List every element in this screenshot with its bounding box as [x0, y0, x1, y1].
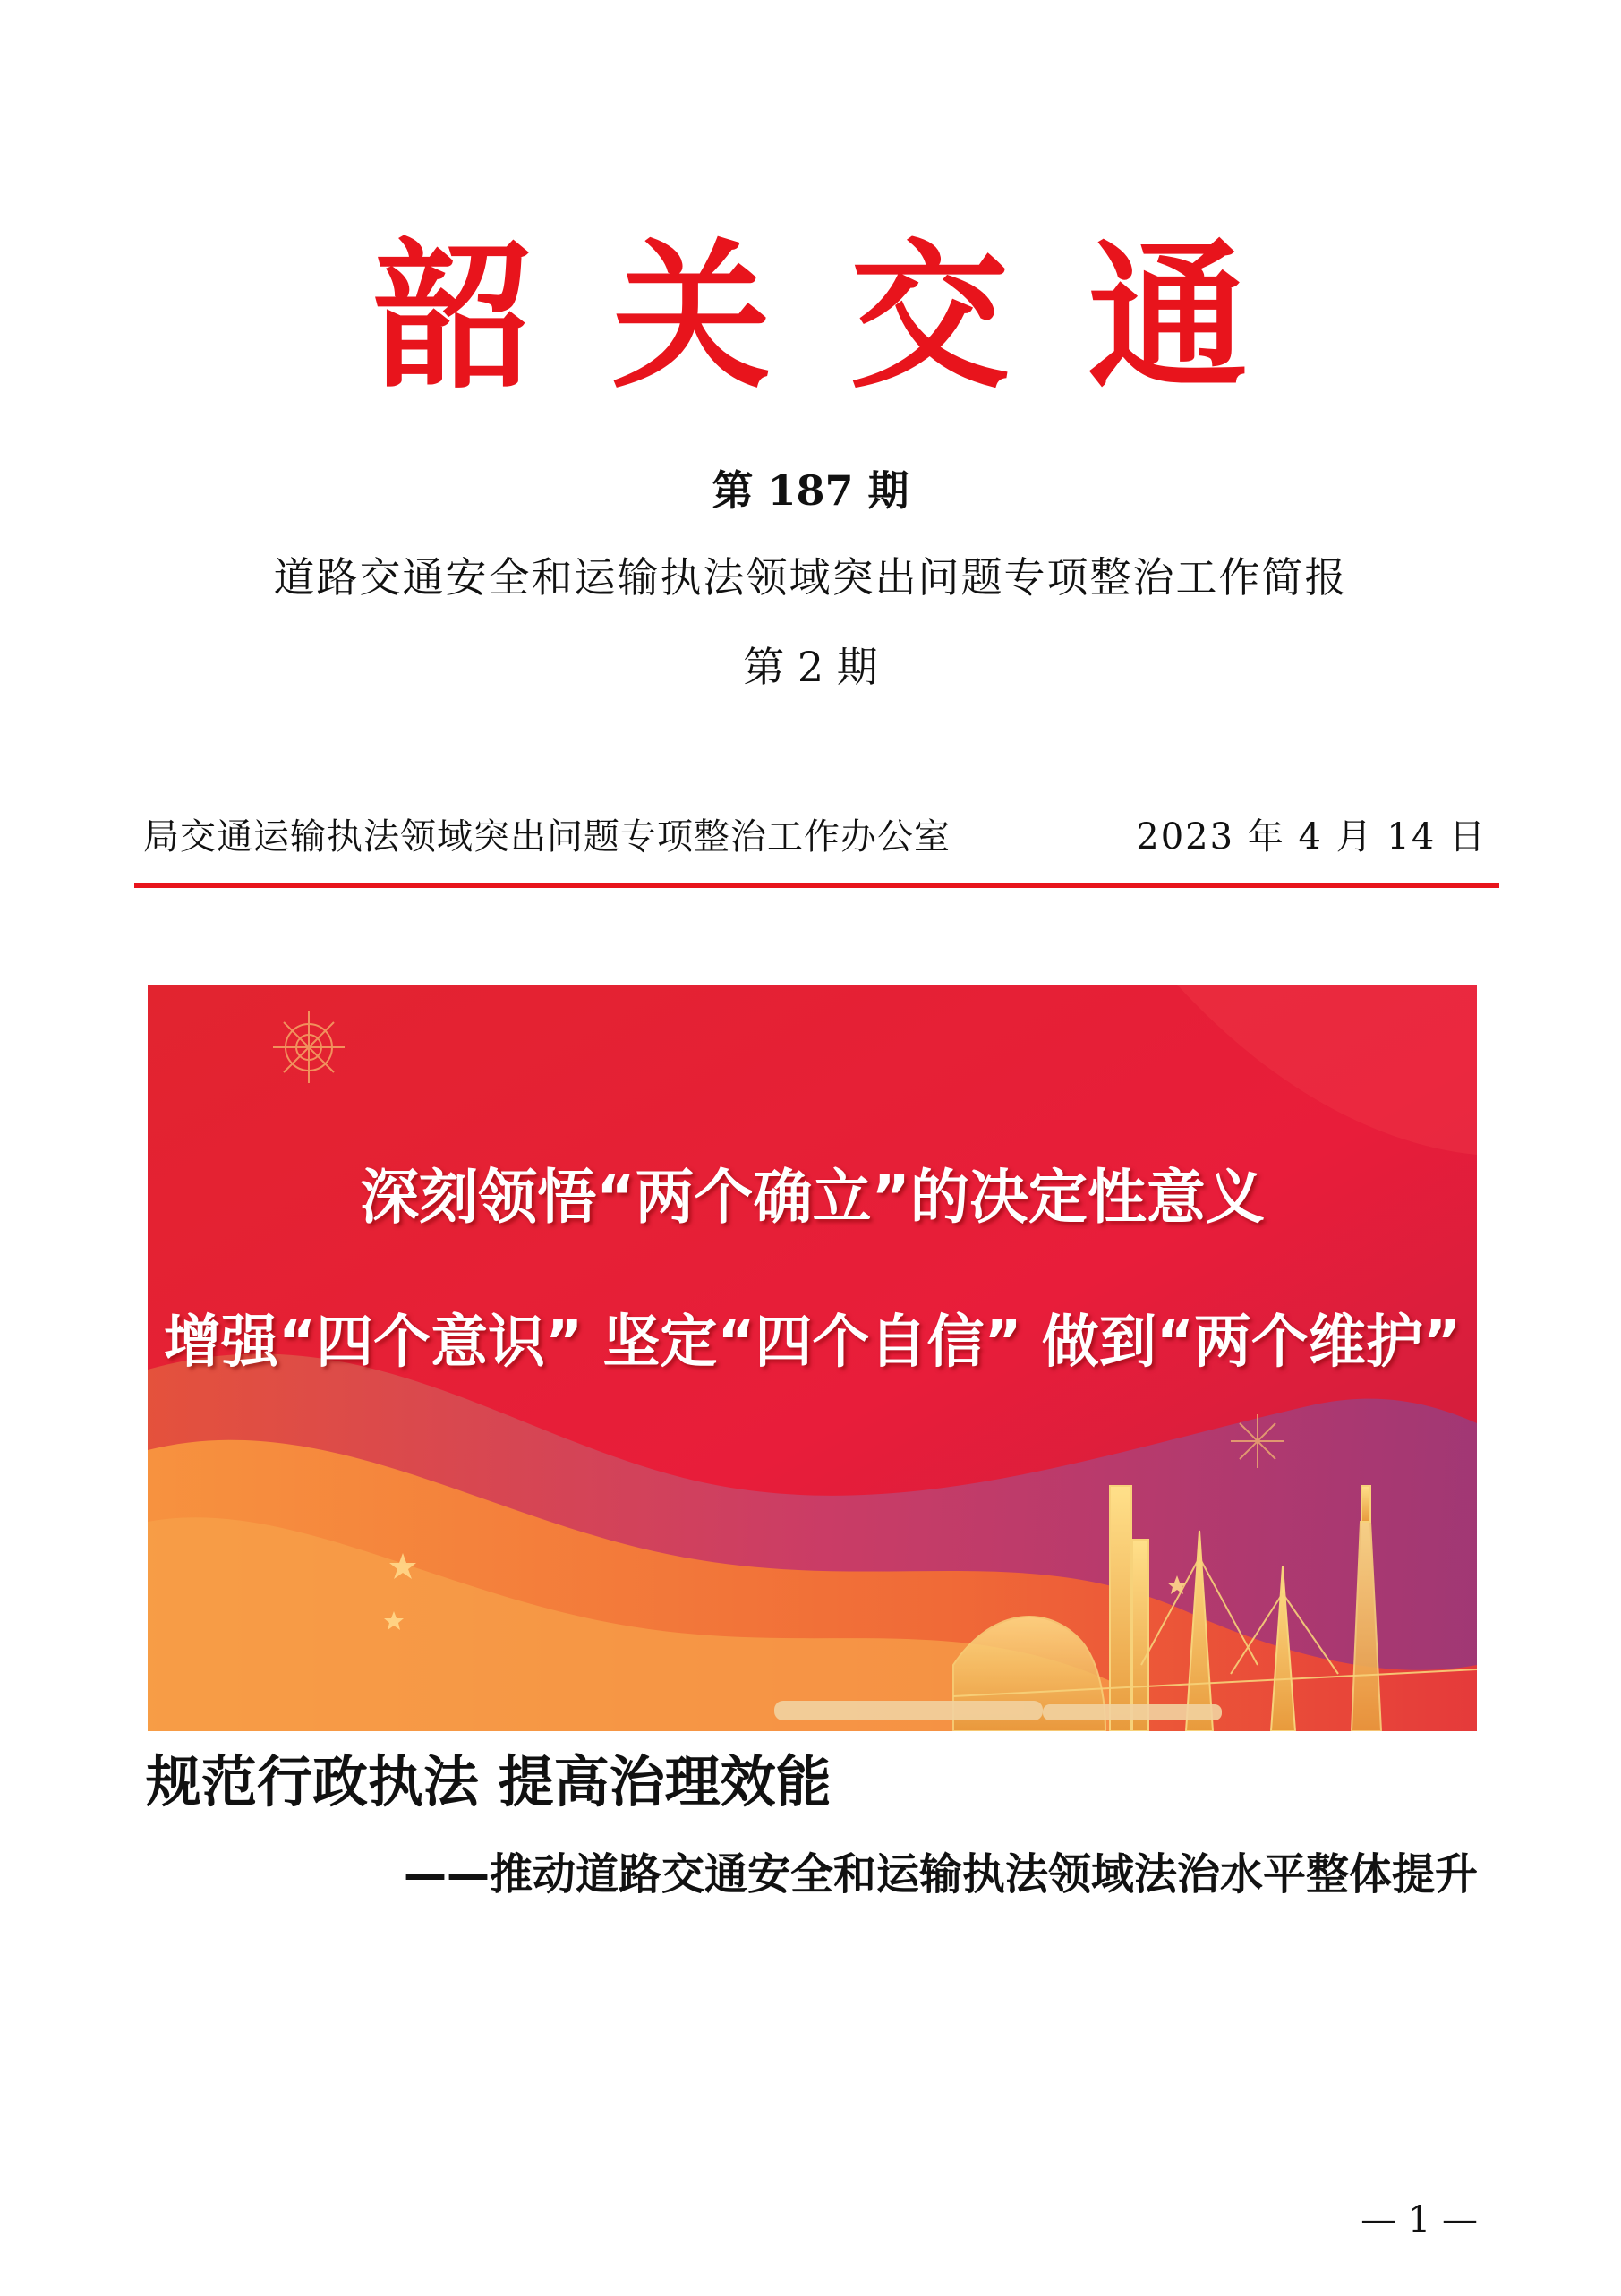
issuing-office: 局交通运输执法领域突出问题专项整治工作办公室 [143, 816, 951, 858]
issue-date: 2023 年 4 月 14 日 [1136, 816, 1487, 858]
article-subheadline: ——推动道路交通安全和运输执法领域法治水平整体提升 [403, 1849, 1478, 1899]
page-number: — 1 — [1361, 2199, 1478, 2241]
banner-slogan-line-1: 深刻领悟“两个确立”的决定性意义 [360, 1163, 1265, 1232]
red-divider-line [134, 883, 1499, 888]
bulletin-series-title: 道路交通安全和运输执法领域突出问题专项整治工作简报 [273, 553, 1348, 602]
masthead-title: 韶关交通 [373, 223, 1327, 410]
article-headline: 规范行政执法 提高治理效能 [146, 1749, 832, 1814]
slogan-banner-image [148, 985, 1477, 1731]
banner-slogan-line-2: 增强“四个意识” 坚定“四个自信” 做到“两个维护” [164, 1310, 1461, 1376]
series-issue-number: 第 2 期 [743, 643, 878, 691]
issue-number: 第 187 期 [712, 466, 909, 515]
